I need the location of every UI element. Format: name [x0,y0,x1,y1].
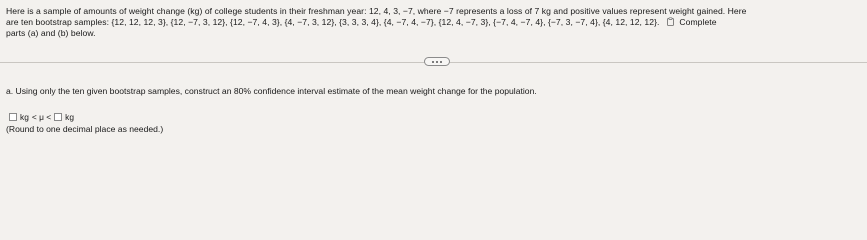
ellipsis-icon[interactable] [424,57,450,66]
complete-link: Complete [679,17,717,27]
question-a: a. Using only the ten given bootstrap samples, construct an 80% confidence interval estimate of the mean weight change for the population. [6,86,537,96]
intro-line-3: parts (a) and (b) below. [6,28,96,38]
intro-line-1: Here is a sample of amounts of weight change (kg) of college students in their freshman year: 12, 4, 3, −7, where −7 represents a loss of 7 kg and positive values represent weight gained. Here [6,6,747,16]
lower-unit-label: kg [20,111,29,122]
intro-line-2 [6,17,858,28]
lower-bound-input[interactable] [9,113,17,121]
problem-statement [6,6,858,39]
bootstrap-samples-text: are ten bootstrap samples: {12, 12, 12, 3}, {12, −7, 3, 12}, {12, −7, 4, 3}, {4, −7, 3, 12}, {3, 3, 3, 4}, {4, −7, 4, −7}, {12, 4, −7, 3}, {−7, 4, −7, 4}, {−7, 3, −7, 4}, {4, 12, 12, 12}. [6,17,660,27]
clipboard-icon[interactable] [666,17,675,26]
confidence-interval-answer [9,111,77,122]
ellipsis-dot [440,61,442,63]
rounding-instruction: (Round to one decimal place as needed.) [6,124,164,134]
ellipsis-dot [432,61,434,63]
ellipsis-dot [436,61,438,63]
upper-unit-label: kg [65,111,74,122]
mu-inequality-label: < μ < [31,111,52,122]
upper-bound-input[interactable] [54,113,62,121]
